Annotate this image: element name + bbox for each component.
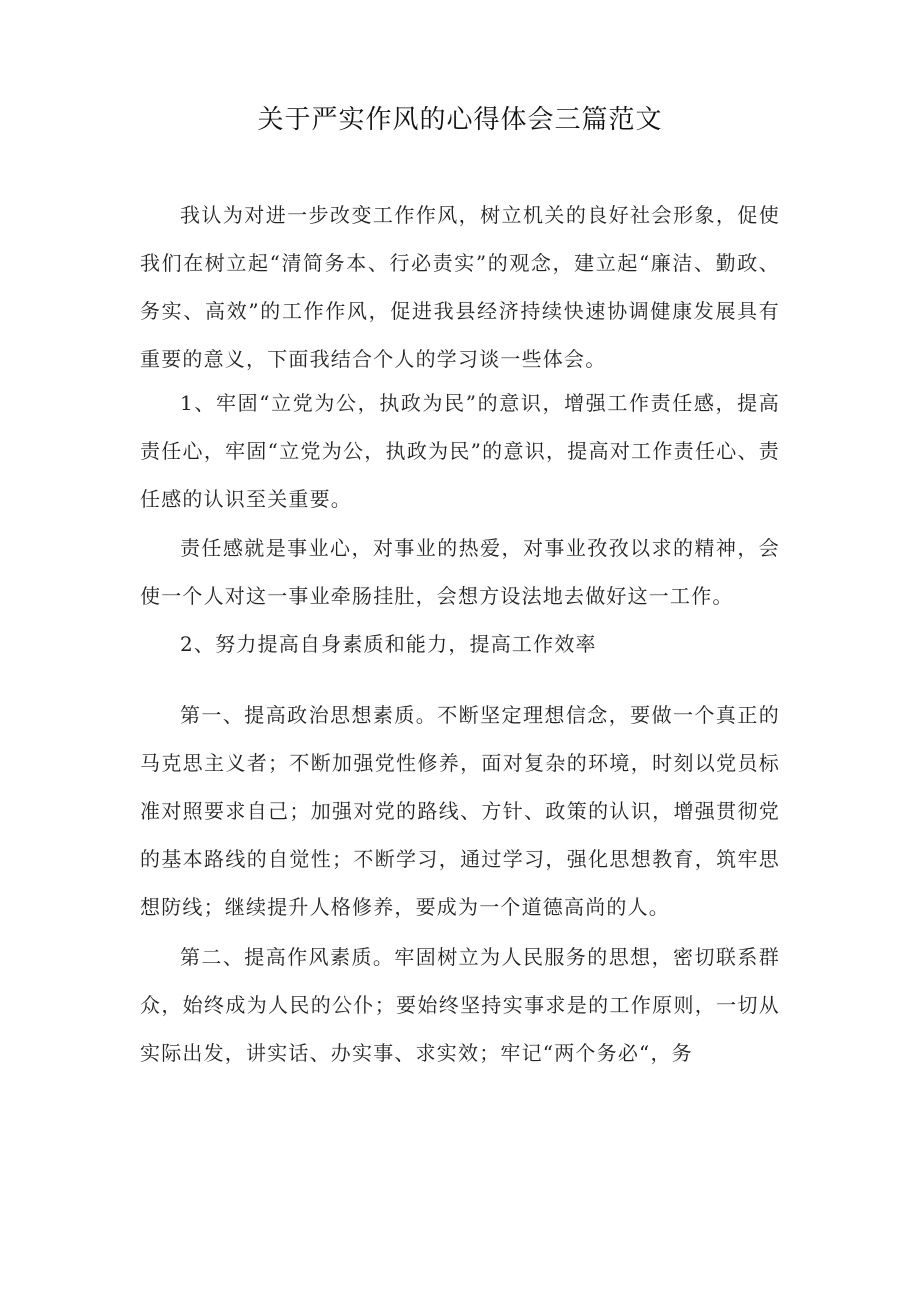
paragraph-point-2-heading [140,620,780,668]
document-title: 关于严实作风的心得体会三篇范文 [257,105,663,135]
paragraph-text: 2、努力提高自身素质和能力，提高工作效率 [180,632,597,656]
paragraph-text: 第一、提高政治思想素质。不断坚定理想信念，要做一个真正的马克思主义者；不断加强党性修养，面对复杂的环境，时刻以党员标准对照要求自己；加强对党的路线、方针、政策的认识，增强贯彻党的基本路线的自觉性；不断学习，通过学习，强化思想教育，筑牢思想防线；继续提升人格修养，要成为一个道德高尚的人。 [140,703,780,919]
paragraph-point-1 [140,379,780,523]
paragraph-intro [140,191,780,383]
paragraph-text: 责任感就是事业心，对事业的热爱，对事业孜孜以求的精神，会使一个人对这一事业牵肠挂肚，会想方设法地去做好这一工作。 [140,536,780,608]
paragraph-second-style [140,933,780,1077]
paragraph-first-political [140,691,780,931]
paragraph-responsibility [140,524,780,620]
paragraph-text: 第二、提高作风素质。牢固树立为人民服务的思想，密切联系群众，始终成为人民的公仆；要始终坚持实事求是的工作原则，一切从实际出发，讲实话、办实事、求实效；牢记“两个务必“，务 [140,945,780,1065]
paragraph-text: 我认为对进一步改变工作作风，树立机关的良好社会形象，促使我们在树立起“清简务本、行必责实”的观念，建立起“廉洁、勤政、务实、高效”的工作作风，促进我县经济持续快速协调健康发展具有重要的意义，下面我结合个人的学习谈一些体会。 [140,203,780,371]
paragraph-text: 1、牢固“立党为公，执政为民”的意识，增强工作责任感，提高责任心，牢固“立党为公，执政为民”的意识，提高对工作责任心、责任感的认识至关重要。 [140,391,780,511]
